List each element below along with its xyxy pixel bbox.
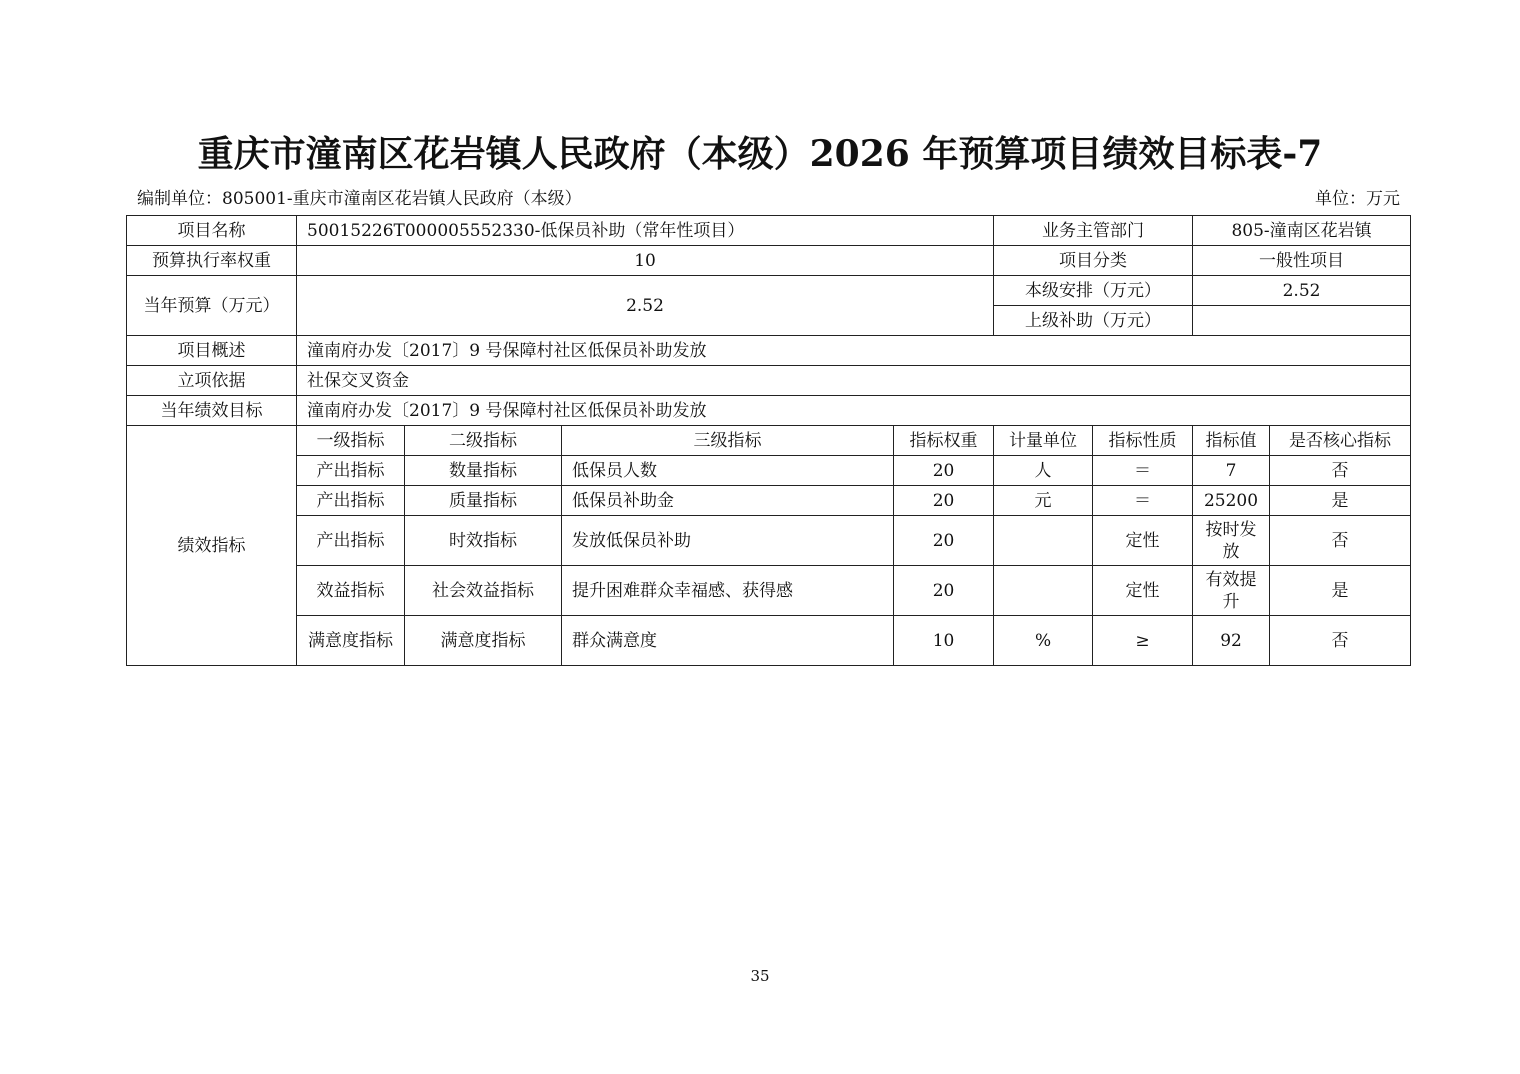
cell-level1: 效益指标	[297, 566, 405, 616]
category-value: 一般性项目	[1193, 246, 1411, 276]
cell-level1: 产出指标	[297, 456, 405, 486]
cell-level3: 发放低保员补助	[562, 516, 894, 566]
cell-value: 92	[1193, 616, 1270, 666]
budget-label: 当年预算（万元）	[127, 276, 297, 336]
indicator-row	[127, 566, 1411, 616]
goal-label: 当年绩效目标	[127, 396, 297, 426]
cell-level2: 社会效益指标	[405, 566, 562, 616]
indicator-row	[127, 456, 1411, 486]
table-row	[127, 246, 1411, 276]
cell-core: 是	[1270, 566, 1411, 616]
project-name-label: 项目名称	[127, 216, 297, 246]
cell-level3: 群众满意度	[562, 616, 894, 666]
indicator-header-row	[127, 426, 1411, 456]
cell-core: 否	[1270, 516, 1411, 566]
compiling-unit: 编制单位：805001-重庆市潼南区花岩镇人民政府（本级）	[137, 189, 582, 209]
header-weight: 指标权重	[894, 426, 994, 456]
cell-weight: 20	[894, 566, 994, 616]
table-row	[127, 396, 1411, 426]
header-core: 是否核心指标	[1270, 426, 1411, 456]
cell-unit	[994, 516, 1093, 566]
indicator-row	[127, 516, 1411, 566]
header-unit: 计量单位	[994, 426, 1093, 456]
dept-value: 805-潼南区花岩镇	[1193, 216, 1411, 246]
table-row	[127, 216, 1411, 246]
overview-label: 项目概述	[127, 336, 297, 366]
budget-value: 2.52	[297, 276, 994, 336]
cell-level2: 质量指标	[405, 486, 562, 516]
category-label: 项目分类	[994, 246, 1193, 276]
local-label: 本级安排（万元）	[994, 276, 1193, 306]
page-number: 35	[750, 967, 770, 985]
cell-level2: 满意度指标	[405, 616, 562, 666]
performance-target-table	[126, 215, 1411, 666]
cell-value: 7	[1193, 456, 1270, 486]
indicator-row	[127, 616, 1411, 666]
header-level3: 三级指标	[562, 426, 894, 456]
indicator-row	[127, 486, 1411, 516]
goal-value: 潼南府办发〔2017〕9 号保障村社区低保员补助发放	[297, 396, 1411, 426]
cell-weight: 20	[894, 516, 994, 566]
header-value: 指标值	[1193, 426, 1270, 456]
local-value: 2.52	[1193, 276, 1411, 306]
cell-nature: ＝	[1093, 456, 1193, 486]
table-row	[127, 336, 1411, 366]
cell-weight: 10	[894, 616, 994, 666]
header-nature: 指标性质	[1093, 426, 1193, 456]
cell-core: 是	[1270, 486, 1411, 516]
basis-value: 社保交叉资金	[297, 366, 1411, 396]
cell-unit: 元	[994, 486, 1093, 516]
cell-level3: 低保员人数	[562, 456, 894, 486]
cell-level2: 数量指标	[405, 456, 562, 486]
cell-core: 否	[1270, 616, 1411, 666]
document-title: 重庆市潼南区花岩镇人民政府（本级）2026 年预算项目绩效目标表-7	[197, 133, 1323, 175]
exec-weight-value: 10	[297, 246, 994, 276]
cell-level1: 满意度指标	[297, 616, 405, 666]
cell-level2: 时效指标	[405, 516, 562, 566]
currency-unit: 单位：万元	[1315, 189, 1400, 209]
table-row	[127, 366, 1411, 396]
indicator-section-label: 绩效指标	[127, 426, 297, 666]
cell-level1: 产出指标	[297, 516, 405, 566]
upper-label: 上级补助（万元）	[994, 306, 1193, 336]
cell-weight: 20	[894, 486, 994, 516]
exec-weight-label: 预算执行率权重	[127, 246, 297, 276]
cell-value: 按时发放	[1193, 516, 1270, 566]
cell-unit: 人	[994, 456, 1093, 486]
cell-core: 否	[1270, 456, 1411, 486]
cell-nature: ＝	[1093, 486, 1193, 516]
header-level2: 二级指标	[405, 426, 562, 456]
cell-nature: ≥	[1093, 616, 1193, 666]
cell-nature: 定性	[1093, 516, 1193, 566]
cell-nature: 定性	[1093, 566, 1193, 616]
cell-value: 有效提升	[1193, 566, 1270, 616]
cell-unit	[994, 566, 1093, 616]
overview-value: 潼南府办发〔2017〕9 号保障村社区低保员补助发放	[297, 336, 1411, 366]
cell-weight: 20	[894, 456, 994, 486]
cell-level3: 提升困难群众幸福感、获得感	[562, 566, 894, 616]
dept-label: 业务主管部门	[994, 216, 1193, 246]
cell-value: 25200	[1193, 486, 1270, 516]
basis-label: 立项依据	[127, 366, 297, 396]
cell-level1: 产出指标	[297, 486, 405, 516]
cell-level3: 低保员补助金	[562, 486, 894, 516]
table-row	[127, 276, 1411, 306]
header-level1: 一级指标	[297, 426, 405, 456]
cell-unit: %	[994, 616, 1093, 666]
project-name-value: 50015226T000005552330-低保员补助（常年性项目）	[297, 216, 994, 246]
upper-value	[1193, 306, 1411, 336]
